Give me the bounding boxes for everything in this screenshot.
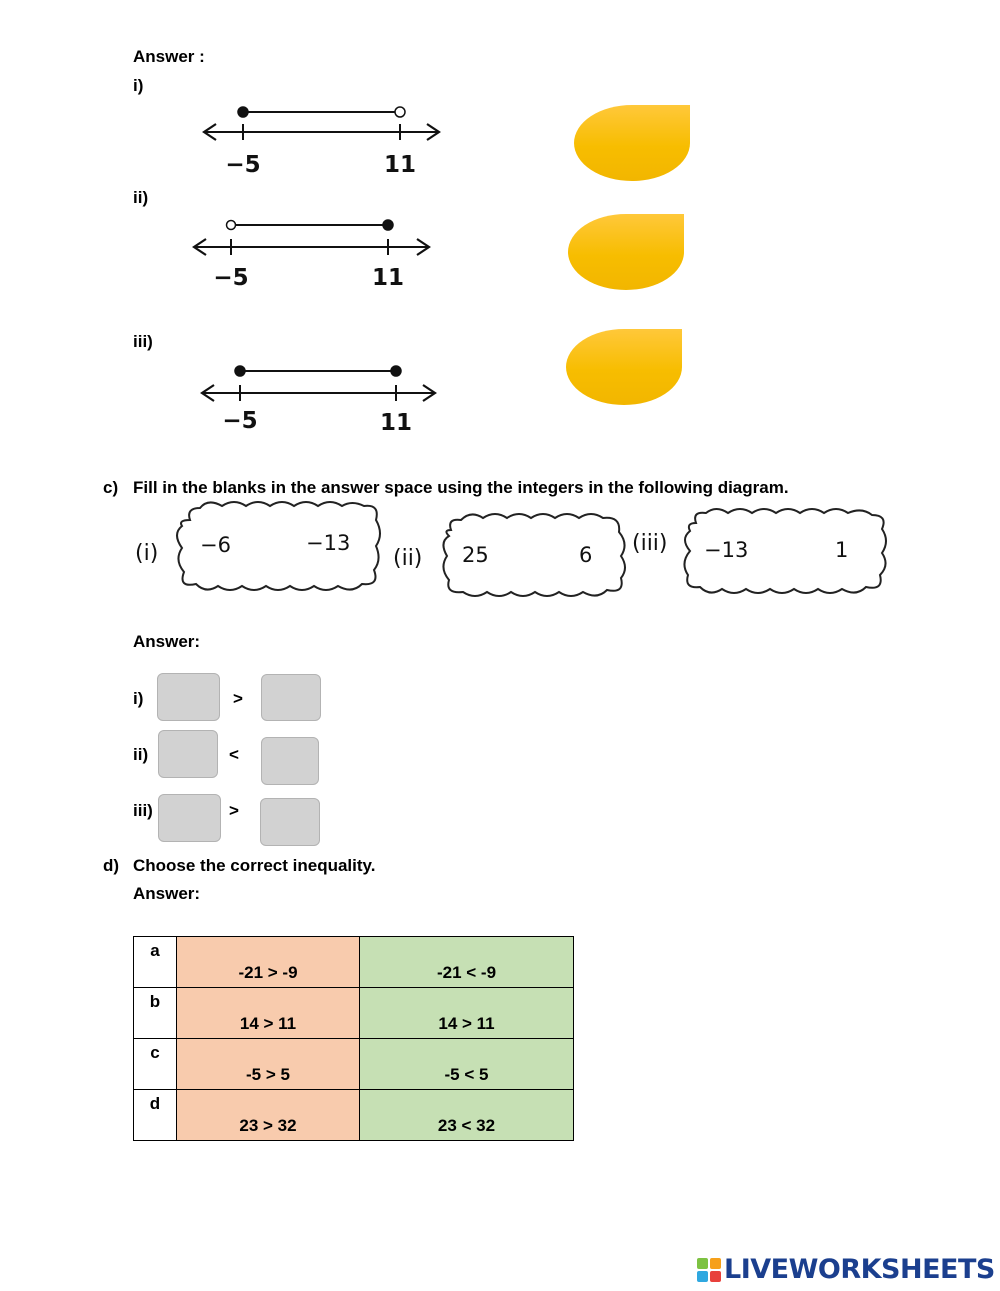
cloud-value-2: 1	[835, 538, 849, 562]
answer-drop-target-2[interactable]	[568, 214, 684, 290]
table-row	[134, 1039, 574, 1090]
table-row	[134, 1090, 574, 1141]
row-label-c-2: ii)	[133, 745, 149, 764]
number-line-3	[198, 360, 443, 440]
option-a-cell[interactable]: 14 > 11	[177, 988, 360, 1039]
instruction-c: Fill in the blanks in the answer space using the integers in the following diagram.	[133, 478, 789, 497]
row-key: d	[134, 1090, 177, 1141]
option-a-cell[interactable]: -5 > 5	[177, 1039, 360, 1090]
comparison-symbol-1: >	[233, 689, 243, 708]
option-b-cell[interactable]: 14 > 11	[360, 988, 574, 1039]
closed-dot-icon	[235, 366, 245, 376]
comparison-symbol-2: <	[229, 745, 239, 764]
blank-box-2b[interactable]	[261, 737, 319, 785]
tick-label-right: 11	[379, 410, 413, 436]
inequality-table	[133, 936, 574, 1141]
closed-dot-icon	[383, 220, 393, 230]
cloud-label: (iii)	[632, 531, 668, 556]
table-row	[134, 937, 574, 988]
closed-dot-icon	[391, 366, 401, 376]
cloud-value-2: 6	[579, 543, 593, 567]
instruction-d: Choose the correct inequality.	[133, 856, 376, 875]
row-key: c	[134, 1039, 177, 1090]
number-line-2	[190, 213, 435, 293]
item-label-b-2: ii)	[133, 188, 149, 207]
option-b-cell[interactable]: -21 < -9	[360, 937, 574, 988]
answer-drop-target-1[interactable]	[574, 105, 690, 181]
blank-box-1a[interactable]	[157, 673, 220, 721]
closed-dot-icon	[238, 107, 248, 117]
tick-label-right: 11	[383, 152, 417, 178]
option-a-cell[interactable]: 23 > 32	[177, 1090, 360, 1141]
blank-box-3a[interactable]	[158, 794, 221, 842]
answer-label-d: Answer:	[133, 884, 201, 903]
open-dot-icon	[227, 221, 236, 230]
integer-cloud-2	[393, 510, 633, 605]
option-b-cell[interactable]: 23 < 32	[360, 1090, 574, 1141]
blank-box-2a[interactable]	[158, 730, 218, 778]
cloud-label: (ii)	[393, 546, 423, 571]
cloud-value-1: 25	[462, 543, 489, 567]
cloud-value-1: −6	[200, 533, 231, 557]
cloud-value-1: −13	[704, 538, 749, 562]
liveworksheets-logo	[697, 1254, 995, 1285]
cloud-value-2: −13	[306, 531, 351, 555]
tick-label-left: −5	[213, 265, 249, 291]
table-row	[134, 988, 574, 1039]
tick-label-left: −5	[222, 408, 258, 434]
number-line-1	[200, 100, 445, 180]
logo-text: LIVEWORKSHEETS	[724, 1254, 995, 1285]
option-b-cell[interactable]: -5 < 5	[360, 1039, 574, 1090]
logo-tiles-icon	[697, 1258, 721, 1282]
integer-cloud-1	[130, 498, 385, 598]
tick-label-left: −5	[225, 152, 261, 178]
item-label-b-1: i)	[133, 76, 144, 95]
row-key: b	[134, 988, 177, 1039]
row-label-c-1: i)	[133, 689, 144, 708]
comparison-symbol-3: >	[229, 801, 239, 820]
answer-drop-target-3[interactable]	[566, 329, 682, 405]
answer-label-c: Answer:	[133, 632, 201, 651]
item-label-b-3: iii)	[133, 332, 153, 351]
row-label-c-3: iii)	[133, 801, 153, 820]
answer-label-b: Answer :	[133, 47, 205, 66]
option-a-cell[interactable]: -21 > -9	[177, 937, 360, 988]
section-letter-d: d)	[103, 856, 120, 875]
open-dot-icon	[395, 107, 405, 117]
integer-cloud-3	[632, 505, 892, 600]
blank-box-1b[interactable]	[261, 674, 321, 721]
blank-box-3b[interactable]	[260, 798, 320, 846]
row-key: a	[134, 937, 177, 988]
cloud-label: (i)	[135, 541, 159, 566]
tick-label-right: 11	[371, 265, 405, 291]
section-letter-c: c)	[103, 478, 119, 497]
